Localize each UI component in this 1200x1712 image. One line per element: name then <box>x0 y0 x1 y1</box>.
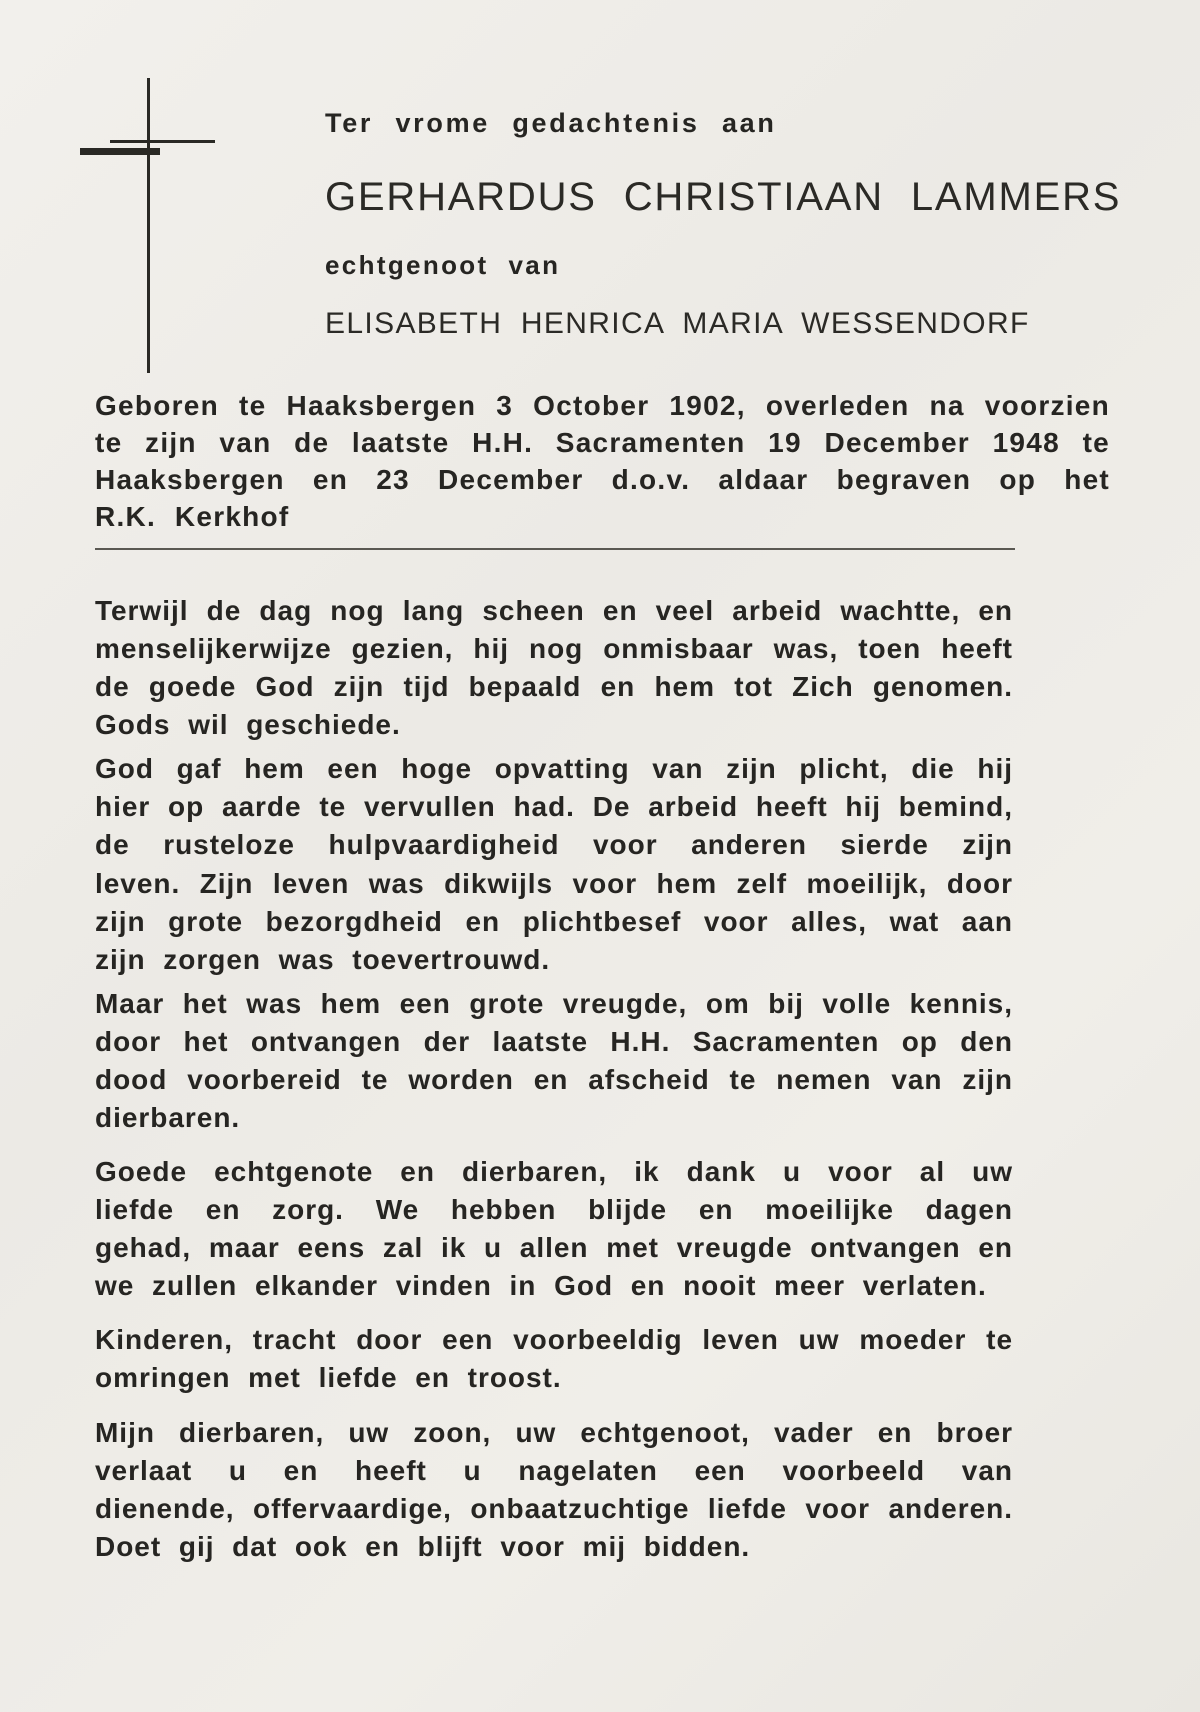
relation-line: echtgenoot van <box>325 249 561 280</box>
spouse-name: ELISABETH HENRICA MARIA WESSENDORF <box>325 306 1030 340</box>
memorial-text <box>95 592 1013 1572</box>
card-header <box>325 108 1125 341</box>
deceased-name: GERHARDUS CHRISTIAAN LAMMERS <box>325 175 1122 219</box>
horizontal-divider <box>95 548 1015 550</box>
paragraph-3: Maar het was hem een grote vreugde, om bij volle kennis, door het ontvangen der laatste H.H. Sacramenten op den dood voorbereid te worden en afscheid te nemen van zijn dierbaren. <box>95 987 1013 1134</box>
paragraph-5: Kinderen, tracht door een voorbeeldig leven uw moeder te omringen met liefde en troost. <box>95 1324 1013 1394</box>
paragraph-1: Terwijl de dag nog lang scheen en veel arbeid wachtte, en menselijkerwijze gezien, hij nog onmisbaar was, toen heeft de goede God zijn tijd bepaald en hem tot Zich genomen. Gods wil geschiede. <box>95 595 1013 741</box>
cross-horizontal-bar <box>110 140 215 143</box>
cross-icon <box>80 78 220 378</box>
cross-vertical-bar <box>147 78 150 373</box>
paragraph-2: God gaf hem een hoge opvatting van zijn plicht, die hij hier op aarde te vervullen had. De arbeid heeft hij bemind, de rusteloze hulpvaardigheid voor anderen sierde zijn leven. Zijn leven was dikwijls voor hem zelf moeilijk, door zijn grote bezorgdheid en plichtbesef voor alles, wat aan zijn zorgen was toevertrouwd. <box>95 753 1013 975</box>
dedication-line: Ter vrome gedachtenis aan <box>325 108 777 138</box>
paragraph-6: Mijn dierbaren, uw zoon, uw echtgenoot, vader en broer verlaat u en heeft u nagelaten een voorbeeld van dienende, offervaardige, onbaatzuchtige liefde voor anderen. Doet gij dat ook en blijft voor mij bidden. <box>95 1416 1013 1562</box>
cross-left-dash <box>80 148 160 155</box>
paragraph-4: Goede echtgenote en dierbaren, ik dank u voor al uw liefde en zorg. We hebben blijde en moeilijke dagen gehad, maar eens zal ik u allen met vreugde ontvangen en we zullen elkander vinden in God en nooit meer verlaten. <box>95 1156 1013 1302</box>
vitals-paragraph: Geboren te Haaksbergen 3 October 1902, overleden na voorzien te zijn van de laatste H.H. Sacramenten 19 December 1948 te Haaksbergen en 23 December d.o.v. aldaar begraven op het R.K. Kerkhof <box>95 390 1110 532</box>
